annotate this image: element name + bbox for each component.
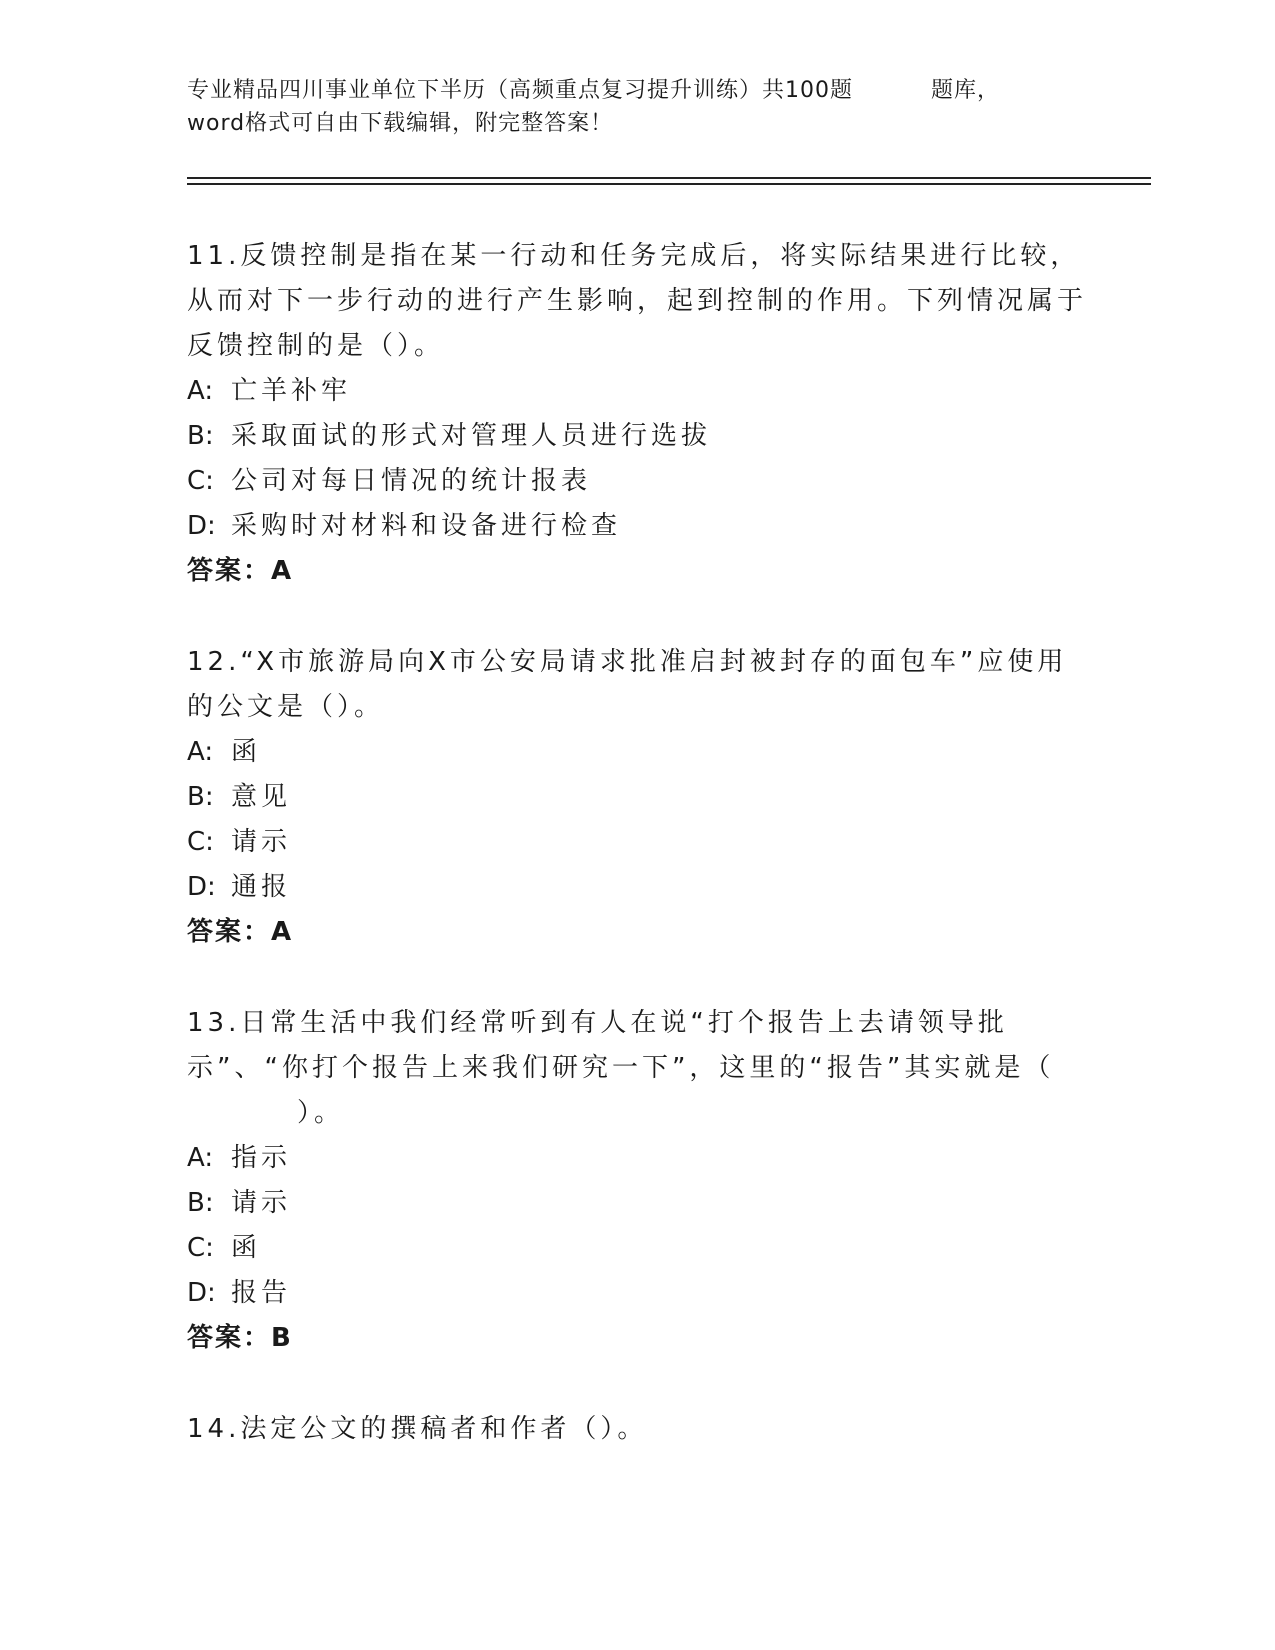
question-stem: 14.法定公文的撰稿者和作者（）。: [187, 1414, 648, 1444]
option-text: 通报: [231, 872, 292, 902]
option-text: 采取面试的形式对管理人员进行选拔: [231, 421, 712, 451]
option-b: [187, 775, 1087, 820]
option-a: [187, 369, 1087, 414]
header-divider-top: [187, 177, 1151, 179]
question-text: [187, 640, 1087, 730]
question-stem-continuation: ）。: [297, 1098, 345, 1128]
option-text: 采购时对材料和设备进行检查: [231, 511, 622, 541]
option-text: 请示: [231, 827, 292, 857]
option-d: [187, 865, 1087, 910]
header-divider-bottom: [187, 183, 1151, 185]
option-a: [187, 1136, 1087, 1181]
header-title-suffix: 题库，: [931, 78, 1001, 103]
header-line-2: word格式可自由下载编辑，附完整答案！: [187, 111, 614, 136]
question-stem: 12.“X市旅游局向X市公安局请求批准启封被封存的面包车”应使用的公文是（）。: [187, 647, 1068, 722]
question-text: [187, 1001, 1087, 1136]
option-text: 请示: [231, 1188, 292, 1218]
option-letter: A:: [187, 376, 214, 406]
option-c: [187, 459, 1087, 504]
question-14: [187, 1407, 1087, 1452]
question-stem: 13.日常生活中我们经常听到有人在说“打个报告上去请领导批示”、“你打个报告上来我们研究一下”，这里的“报告”其实就是（: [187, 1008, 1055, 1083]
option-letter: C:: [187, 1233, 214, 1263]
document-header: [187, 74, 1087, 140]
option-a: [187, 730, 1087, 775]
option-text: 亡羊补牢: [231, 376, 352, 406]
option-text: 报告: [231, 1278, 292, 1308]
option-letter: D:: [187, 511, 216, 541]
option-text: 意见: [231, 782, 292, 812]
question-text: [187, 234, 1087, 369]
question-13: [187, 1001, 1087, 1361]
header-line-1: [187, 74, 1087, 107]
option-letter: B:: [187, 782, 214, 812]
question-text: [187, 1407, 1087, 1452]
answer: 答案：B: [187, 1323, 293, 1353]
option-d: [187, 504, 1087, 549]
option-letter: D:: [187, 872, 216, 902]
question-11: [187, 234, 1087, 594]
option-letter: B:: [187, 1188, 214, 1218]
option-c: [187, 820, 1087, 865]
option-letter: A:: [187, 1143, 214, 1173]
option-letter: C:: [187, 466, 214, 496]
option-letter: A:: [187, 737, 214, 767]
option-text: 函: [231, 737, 262, 767]
option-b: [187, 414, 1087, 459]
option-b: [187, 1181, 1087, 1226]
option-d: [187, 1271, 1087, 1316]
option-c: [187, 1226, 1087, 1271]
question-list: [187, 234, 1087, 1498]
option-text: 公司对每日情况的统计报表: [231, 466, 592, 496]
option-letter: B:: [187, 421, 214, 451]
option-text: 函: [231, 1233, 262, 1263]
answer: 答案：A: [187, 917, 294, 947]
option-text: 指示: [231, 1143, 292, 1173]
question-12: [187, 640, 1087, 955]
header-title: 专业精品四川事业单位下半历（高频重点复习提升训练）共100题: [187, 78, 853, 103]
option-letter: C:: [187, 827, 214, 857]
question-stem: 11.反馈控制是指在某一行动和任务完成后，将实际结果进行比较，从而对下一步行动的进行产生影响，起到控制的作用。下列情况属于反馈控制的是（）。: [187, 241, 1088, 361]
option-letter: D:: [187, 1278, 216, 1308]
answer: 答案：A: [187, 556, 294, 586]
